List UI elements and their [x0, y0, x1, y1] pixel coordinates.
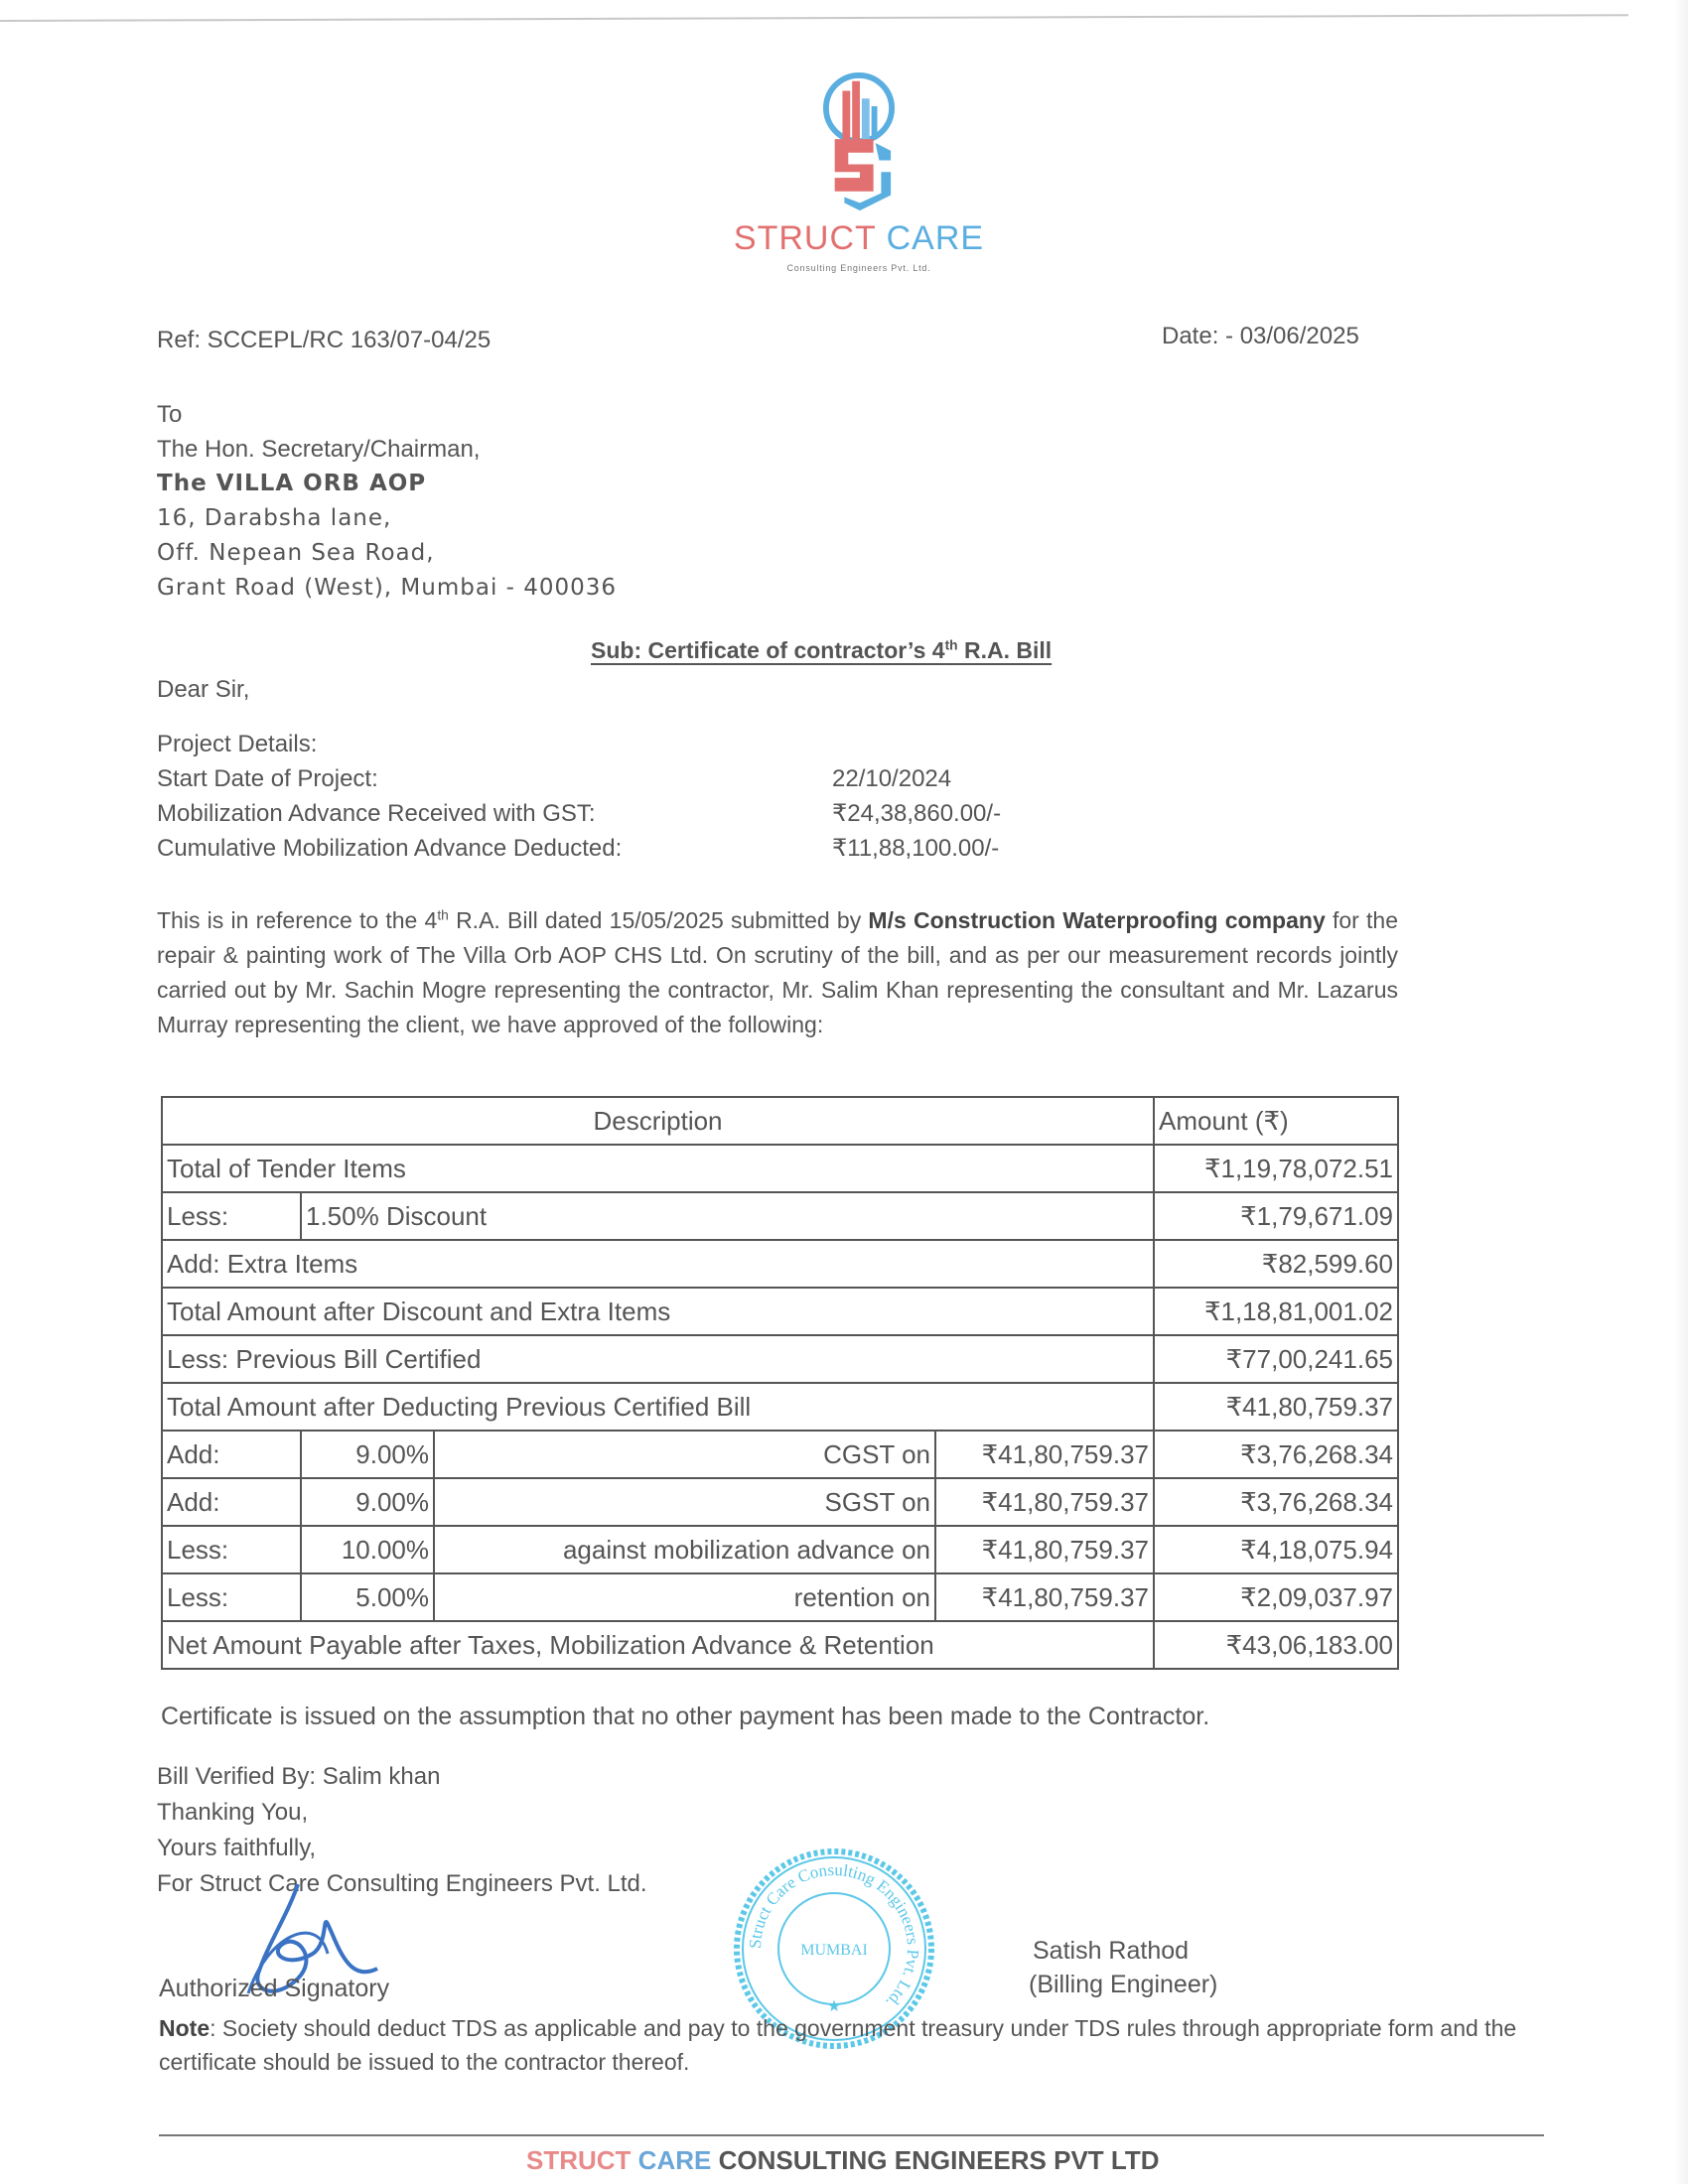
row-op: Add:	[162, 1431, 301, 1478]
project-label-advance-deducted: Cumulative Mobilization Advance Deducted:	[157, 835, 623, 862]
net-amount: ₹43,06,183.00	[1154, 1621, 1398, 1669]
row-base: ₹41,80,759.37	[935, 1573, 1154, 1621]
row-label: Total of Tender Items	[162, 1145, 1154, 1192]
row-label: retention on	[434, 1573, 935, 1621]
row-amount: ₹3,76,268.34	[1154, 1431, 1398, 1478]
table-row	[162, 1145, 1398, 1192]
table-row-mobilization	[162, 1526, 1398, 1573]
table-row	[162, 1240, 1398, 1288]
project-value-advance-deducted: ₹11,88,100.00/-	[832, 835, 1000, 862]
table-row-net	[162, 1621, 1398, 1669]
logo-subtitle: Consulting Engineers Pvt. Ltd.	[786, 263, 931, 273]
row-base: ₹41,80,759.37	[935, 1478, 1154, 1526]
contractor-name: M/s Construction Waterproofing company	[868, 907, 1326, 933]
table-row-cgst	[162, 1431, 1398, 1478]
for-company: For Struct Care Consulting Engineers Pvt. Ltd.	[157, 1870, 647, 1897]
logo-mark-icon	[804, 71, 914, 216]
recipient-address	[157, 397, 617, 606]
project-value-start-date: 22/10/2024	[832, 765, 952, 792]
recipient-address-line3: Grant Road (West), Mumbai - 400036	[157, 575, 618, 601]
note-text: : Society should deduct TDS as applicable and pay to the government treasury under TDS rules through appropriate form and the certificate should be issued to the contractor thereof.	[159, 2015, 1517, 2075]
svg-text:Struct Care Consulting Enginee	[746, 1860, 922, 2012]
table-row	[162, 1383, 1398, 1431]
footer-divider	[159, 2134, 1544, 2136]
row-amount: ₹41,80,759.37	[1154, 1383, 1398, 1431]
row-rate: 9.00%	[301, 1431, 434, 1478]
table-row-sgst	[162, 1478, 1398, 1526]
header-amount: Amount (₹)	[1154, 1097, 1398, 1145]
project-details-labels	[157, 727, 622, 866]
subject-sup: th	[944, 637, 958, 653]
row-base: ₹41,80,759.37	[935, 1526, 1154, 1573]
row-op: Less:	[162, 1192, 301, 1240]
billing-engineer-name: Satish Rathod	[1033, 1937, 1190, 1965]
tds-note	[159, 2011, 1529, 2079]
row-rate: 5.00%	[301, 1573, 434, 1621]
subject-prefix: Sub: Certificate of contractor’s 4	[591, 637, 945, 663]
row-label: SGST on	[434, 1478, 935, 1526]
stamp-center-text: MUMBAI	[800, 1942, 868, 1959]
row-op: Less:	[162, 1526, 301, 1573]
table-header-row	[162, 1097, 1398, 1145]
table-row-retention	[162, 1573, 1398, 1621]
row-label: Total Amount after Discount and Extra Items	[162, 1288, 1154, 1335]
row-amount: ₹4,18,075.94	[1154, 1526, 1398, 1573]
row-op: Add:	[162, 1478, 301, 1526]
note-label: Note	[159, 2015, 211, 2041]
scan-edge	[0, 14, 1628, 22]
bill-verified-by: Bill Verified By: Salim khan	[157, 1763, 441, 1790]
row-label: 1.50% Discount	[301, 1192, 1154, 1240]
footer-company-name	[526, 2144, 1160, 2176]
para-sup: th	[437, 907, 449, 923]
letter-date: Date: - 03/06/2025	[1162, 323, 1359, 349]
authorized-signatory: Authorized Signatory	[159, 1975, 390, 2002]
table-row	[162, 1335, 1398, 1383]
recipient-title: The Hon. Secretary/Chairman,	[157, 436, 481, 463]
stamp-ring-text: Struct Care Consulting Engineers Pvt. Ltd.	[745, 1859, 923, 2012]
recipient-address-line1: 16, Darabsha lane,	[157, 505, 392, 531]
row-label: against mobilization advance on	[434, 1526, 935, 1573]
scan-shadow	[1674, 0, 1688, 2184]
logo-title	[725, 218, 993, 258]
reference-number: Ref: SCCEPL/RC 163/07-04/25	[157, 327, 492, 353]
project-label-start-date: Start Date of Project:	[157, 765, 378, 792]
recipient-to: To	[157, 401, 183, 428]
row-rate: 10.00%	[301, 1526, 434, 1573]
row-rate: 9.00%	[301, 1478, 434, 1526]
table-row	[162, 1288, 1398, 1335]
company-logo	[720, 71, 998, 280]
bill-table	[161, 1096, 1399, 1670]
logo-title-struct: STRUCT	[733, 219, 877, 257]
thanking-you: Thanking You,	[157, 1799, 309, 1826]
net-label: Net Amount Payable after Taxes, Mobilization Advance & Retention	[162, 1621, 1154, 1669]
recipient-address-line2: Off. Nepean Sea Road,	[157, 540, 435, 566]
project-details-heading: Project Details:	[157, 731, 318, 757]
row-base: ₹41,80,759.37	[935, 1431, 1154, 1478]
footer-rest: CONSULTING ENGINEERS PVT LTD	[718, 2145, 1160, 2175]
row-amount: ₹3,76,268.34	[1154, 1478, 1398, 1526]
project-details-values	[832, 761, 1001, 866]
row-amount: ₹2,09,037.97	[1154, 1573, 1398, 1621]
recipient-org: The VILLA ORB AOP	[157, 471, 427, 496]
billing-engineer-role: (Billing Engineer)	[1029, 1971, 1218, 1998]
project-label-advance-received: Mobilization Advance Received with GST:	[157, 800, 596, 827]
row-op: Less:	[162, 1573, 301, 1621]
reference-paragraph	[157, 903, 1398, 1042]
row-label: Less: Previous Bill Certified	[162, 1335, 1154, 1383]
row-label: CGST on	[434, 1431, 935, 1478]
certificate-assumption-note: Certificate is issued on the assumption that no other payment has been made to the Contractor.	[161, 1703, 1210, 1730]
yours-faithfully: Yours faithfully,	[157, 1835, 317, 1861]
para-part3: for the repair & painting work of The Villa Orb AOP CHS Ltd. On scrutiny of the bill, and as per our measurement records jointly carried out by Mr. Sachin Mogre representing the contractor, Mr. Salim Khan representing the consultant and Mr. Lazarus Murray representing the client, we have approved of the following:	[157, 907, 1398, 1037]
row-amount: ₹1,79,671.09	[1154, 1192, 1398, 1240]
footer-struct: STRUCT	[526, 2145, 632, 2175]
row-amount: ₹82,599.60	[1154, 1240, 1398, 1288]
subject-line	[591, 635, 1052, 665]
footer-care: CARE	[637, 2145, 712, 2175]
para-part1: This is in reference to the 4	[157, 907, 438, 933]
stamp-star-icon: ★	[826, 1998, 842, 2015]
logo-title-care: CARE	[886, 219, 985, 257]
salutation: Dear Sir,	[157, 676, 250, 703]
row-amount: ₹1,18,81,001.02	[1154, 1288, 1398, 1335]
row-label: Total Amount after Deducting Previous Certified Bill	[162, 1383, 1154, 1431]
row-amount: ₹1,19,78,072.51	[1154, 1145, 1398, 1192]
table-row	[162, 1192, 1398, 1240]
row-label: Add: Extra Items	[162, 1240, 1154, 1288]
para-part2: R.A. Bill dated 15/05/2025 submitted by	[448, 907, 869, 933]
row-amount: ₹77,00,241.65	[1154, 1335, 1398, 1383]
project-value-advance-received: ₹24,38,860.00/-	[832, 800, 1002, 827]
header-description: Description	[162, 1097, 1154, 1145]
subject-suffix: R.A. Bill	[957, 637, 1053, 663]
